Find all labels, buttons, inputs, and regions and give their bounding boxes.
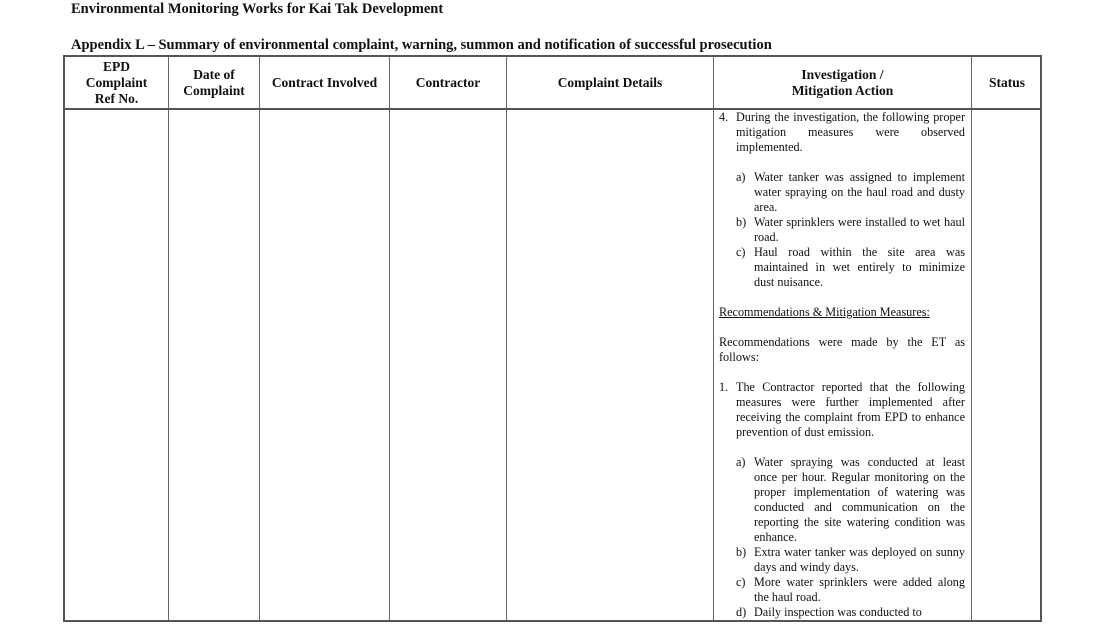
item-text: The Contractor reported that the following measures were further implemented after receiving the complaint from EPD to enhance prevention of dust emission.	[736, 380, 965, 439]
recommendations-heading: Recommendations & Mitigation Measures:	[719, 305, 930, 319]
column-divider	[713, 57, 714, 620]
column-divider	[971, 57, 972, 620]
item-number: 1.	[719, 380, 729, 394]
document-title: Environmental Monitoring Works for Kai Tak Development	[71, 1, 444, 17]
sub-item-text: Water spraying was conducted at least once per hour. Regular monitoring on the proper implementation of watering was conducted and communication on the reporting the site watering condition was enhance.	[754, 455, 965, 544]
sub-item-label: b)	[736, 215, 747, 229]
sub-item-label: c)	[736, 575, 746, 589]
sub-item	[719, 605, 965, 620]
item-number: 4.	[719, 110, 729, 124]
header-epd-line: Complaint	[85, 74, 148, 90]
sub-item-text: Extra water tanker was deployed on sunny days and windy days.	[754, 545, 965, 574]
header-epd-line: EPD	[102, 58, 130, 74]
sub-item	[719, 575, 965, 605]
appendix-title: Appendix L – Summary of environmental complaint, warning, summon and notification of successful prosecution	[71, 37, 772, 53]
header-epd-ref	[65, 57, 168, 108]
header-date-line: Complaint	[183, 82, 245, 98]
sub-item-label: a)	[736, 170, 746, 184]
sub-item-text: Water tanker was assigned to implement water spraying on the haul road and dusty area.	[754, 170, 965, 214]
column-divider	[259, 57, 260, 620]
header-contractor: Contractor	[415, 74, 481, 90]
sub-item	[719, 455, 965, 545]
column-divider	[389, 57, 390, 620]
header-date	[169, 57, 259, 108]
header-contract: Contract Involved	[271, 74, 378, 90]
sub-item	[719, 545, 965, 575]
complaint-table	[63, 55, 1042, 622]
list-item	[719, 380, 965, 440]
sub-item	[719, 215, 965, 245]
sub-item-text: More water sprinklers were added along the haul road.	[754, 575, 965, 604]
header-status: Status	[988, 74, 1025, 90]
sub-item-text: Water sprinklers were installed to wet haul road.	[754, 215, 965, 244]
sub-item	[719, 170, 965, 215]
header-investigation	[714, 57, 971, 108]
recommendations-intro: Recommendations were made by the ET as follows:	[719, 335, 965, 364]
list-item	[719, 110, 965, 155]
header-date-line: Date of	[193, 66, 235, 82]
sub-item-label: b)	[736, 545, 747, 559]
sub-item	[719, 245, 965, 290]
investigation-content	[719, 110, 965, 620]
sub-item-label: d)	[736, 605, 747, 619]
header-epd-line: Ref No.	[94, 90, 139, 106]
header-investigation-line: Mitigation Action	[791, 82, 894, 98]
header-complaint-details: Complaint Details	[557, 74, 663, 90]
column-divider	[168, 57, 169, 620]
sub-item-label: c)	[736, 245, 746, 259]
sub-item-text: Daily inspection was conducted to	[754, 605, 922, 619]
header-investigation-line: Investigation /	[801, 66, 884, 82]
item-text: During the investigation, the following proper mitigation measures were observed implemented.	[736, 110, 965, 154]
column-divider	[506, 57, 507, 620]
sub-item-text: Haul road within the site area was maintained in wet entirely to minimize dust nuisance.	[754, 245, 965, 289]
sub-item-label: a)	[736, 455, 746, 469]
